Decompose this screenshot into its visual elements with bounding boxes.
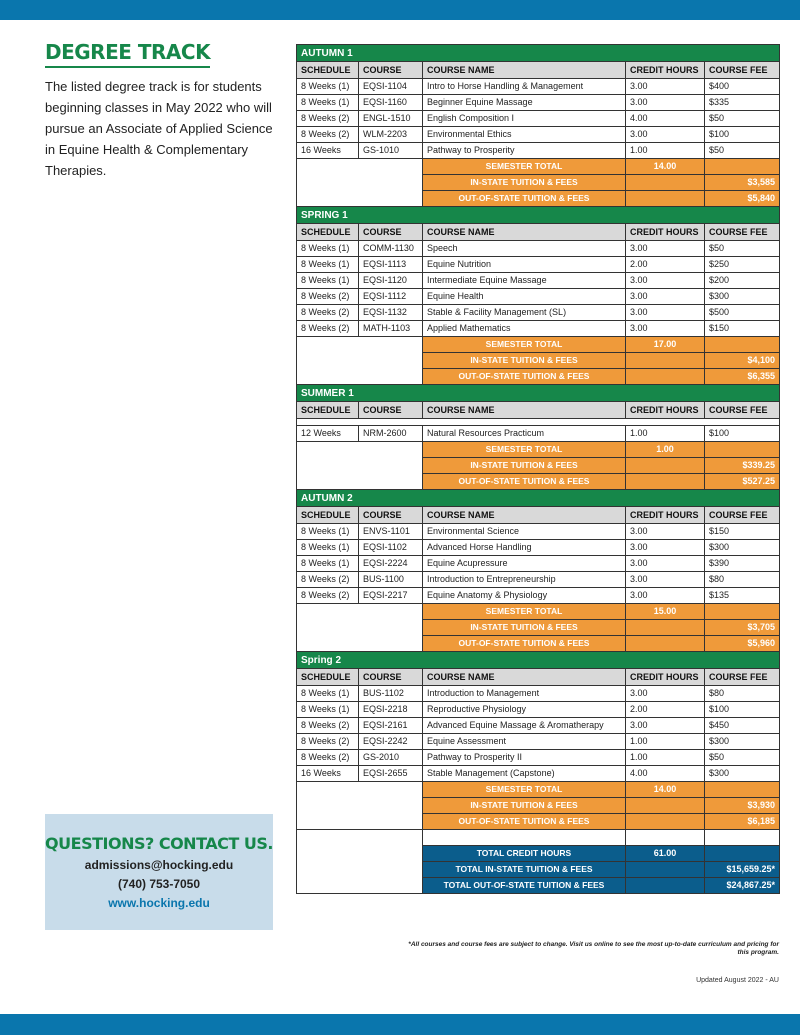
course-row	[297, 572, 780, 588]
course-schedule: 8 Weeks (1)	[297, 524, 359, 540]
header-course-fee: COURSE FEE	[705, 224, 780, 241]
header-credit-hours: CREDIT HOURS	[626, 224, 705, 241]
in-state-label: IN-STATE TUITION & FEES	[423, 175, 626, 191]
course-credits: 4.00	[626, 111, 705, 127]
header-course-name: COURSE NAME	[423, 669, 626, 686]
course-schedule: 8 Weeks (1)	[297, 95, 359, 111]
empty-total-cell	[705, 442, 780, 458]
course-fee: $50	[705, 143, 780, 159]
semester-total-label: SEMESTER TOTAL	[423, 604, 626, 620]
out-state-label: OUT-OF-STATE TUITION & FEES	[423, 191, 626, 207]
blank-row	[297, 830, 780, 846]
course-row	[297, 588, 780, 604]
course-name: Equine Acupressure	[423, 556, 626, 572]
total-out-state-label: TOTAL OUT-OF-STATE TUITION & FEES	[423, 878, 626, 894]
semester-total-value: 17.00	[626, 337, 705, 353]
empty-total-cell	[626, 798, 705, 814]
semester-header-row	[297, 490, 780, 507]
course-credits: 4.00	[626, 766, 705, 782]
course-code: EQSI-2224	[359, 556, 423, 572]
course-fee: $100	[705, 426, 780, 442]
course-credits: 2.00	[626, 257, 705, 273]
course-row	[297, 556, 780, 572]
header-course-name: COURSE NAME	[423, 224, 626, 241]
total-credit-label: TOTAL CREDIT HOURS	[423, 846, 626, 862]
course-schedule: 8 Weeks (2)	[297, 734, 359, 750]
course-code: EQSI-1160	[359, 95, 423, 111]
course-row	[297, 79, 780, 95]
course-schedule: 16 Weeks	[297, 143, 359, 159]
course-code: EQSI-2655	[359, 766, 423, 782]
course-code: ENGL-1510	[359, 111, 423, 127]
out-state-label: OUT-OF-STATE TUITION & FEES	[423, 474, 626, 490]
semester-total-value: 14.00	[626, 782, 705, 798]
header-course-name: COURSE NAME	[423, 62, 626, 79]
header-credit-hours: CREDIT HOURS	[626, 507, 705, 524]
course-fee: $400	[705, 79, 780, 95]
course-fee: $250	[705, 257, 780, 273]
course-name: Speech	[423, 241, 626, 257]
course-code: EQSI-2242	[359, 734, 423, 750]
semester-title: Spring 2	[297, 652, 780, 669]
course-code: EQSI-1120	[359, 273, 423, 289]
course-credits: 1.00	[626, 734, 705, 750]
total-credit-value: 61.00	[626, 846, 705, 862]
header-course: COURSE	[359, 402, 423, 419]
course-name: Pathway to Prosperity II	[423, 750, 626, 766]
contact-heading: QUESTIONS? CONTACT US.	[45, 834, 273, 853]
header-course: COURSE	[359, 62, 423, 79]
course-credits: 3.00	[626, 95, 705, 111]
course-code: GS-2010	[359, 750, 423, 766]
header-course: COURSE	[359, 507, 423, 524]
course-credits: 3.00	[626, 79, 705, 95]
course-name: Reproductive Physiology	[423, 702, 626, 718]
course-fee: $200	[705, 273, 780, 289]
empty-total-cell	[705, 159, 780, 175]
course-schedule: 8 Weeks (2)	[297, 572, 359, 588]
header-schedule: SCHEDULE	[297, 62, 359, 79]
header-schedule: SCHEDULE	[297, 669, 359, 686]
contact-box	[45, 814, 273, 930]
blank-cell	[297, 830, 423, 894]
degree-track-table	[296, 44, 780, 894]
in-state-label: IN-STATE TUITION & FEES	[423, 798, 626, 814]
blank-cell	[297, 604, 423, 652]
course-row	[297, 686, 780, 702]
course-schedule: 8 Weeks (2)	[297, 718, 359, 734]
course-schedule: 8 Weeks (1)	[297, 257, 359, 273]
course-row	[297, 257, 780, 273]
course-fee: $50	[705, 750, 780, 766]
course-schedule: 8 Weeks (1)	[297, 241, 359, 257]
out-state-value: $6,185	[705, 814, 780, 830]
semester-total-row	[297, 159, 780, 175]
course-name: Environmental Science	[423, 524, 626, 540]
course-fee: $335	[705, 95, 780, 111]
semester-header-row	[297, 385, 780, 402]
in-state-value: $3,585	[705, 175, 780, 191]
course-row	[297, 734, 780, 750]
blank-cell	[423, 830, 626, 846]
course-credits: 1.00	[626, 426, 705, 442]
header-course-fee: COURSE FEE	[705, 507, 780, 524]
course-schedule: 12 Weeks	[297, 426, 359, 442]
course-code: EQSI-1102	[359, 540, 423, 556]
semester-total-value: 15.00	[626, 604, 705, 620]
course-name: Introduction to Management	[423, 686, 626, 702]
blank-cell	[297, 159, 423, 207]
header-course-fee: COURSE FEE	[705, 62, 780, 79]
semester-title: AUTUMN 2	[297, 490, 780, 507]
course-credits: 3.00	[626, 540, 705, 556]
semester-total-row	[297, 442, 780, 458]
empty-total-cell	[626, 458, 705, 474]
spacer-cell	[297, 419, 780, 426]
course-credits: 3.00	[626, 127, 705, 143]
course-row	[297, 426, 780, 442]
course-schedule: 8 Weeks (1)	[297, 273, 359, 289]
course-row	[297, 766, 780, 782]
course-code: BUS-1102	[359, 686, 423, 702]
out-state-value: $5,840	[705, 191, 780, 207]
total-in-state-value: $15,659.25*	[705, 862, 780, 878]
course-code: ENVS-1101	[359, 524, 423, 540]
semester-total-value: 14.00	[626, 159, 705, 175]
course-schedule: 8 Weeks (2)	[297, 321, 359, 337]
course-schedule: 8 Weeks (1)	[297, 540, 359, 556]
course-fee: $150	[705, 524, 780, 540]
course-credits: 3.00	[626, 572, 705, 588]
course-schedule: 8 Weeks (2)	[297, 750, 359, 766]
course-fee: $450	[705, 718, 780, 734]
course-fee: $300	[705, 289, 780, 305]
header-credit-hours: CREDIT HOURS	[626, 669, 705, 686]
empty-total-cell	[626, 636, 705, 652]
course-code: EQSI-2161	[359, 718, 423, 734]
course-name: Introduction to Entrepreneurship	[423, 572, 626, 588]
updated-date: Updated August 2022 - AU	[696, 977, 779, 984]
course-row	[297, 540, 780, 556]
blank-cell	[297, 782, 423, 830]
header-credit-hours: CREDIT HOURS	[626, 402, 705, 419]
header-schedule: SCHEDULE	[297, 224, 359, 241]
in-state-label: IN-STATE TUITION & FEES	[423, 353, 626, 369]
column-header-row	[297, 62, 780, 79]
course-row	[297, 702, 780, 718]
semester-header-row	[297, 45, 780, 62]
course-name: Intermediate Equine Massage	[423, 273, 626, 289]
course-name: Equine Assessment	[423, 734, 626, 750]
in-state-value: $3,930	[705, 798, 780, 814]
course-fee: $300	[705, 734, 780, 750]
course-credits: 3.00	[626, 289, 705, 305]
course-row	[297, 95, 780, 111]
course-fee: $80	[705, 686, 780, 702]
course-fee: $300	[705, 766, 780, 782]
course-fee: $100	[705, 127, 780, 143]
empty-total-cell	[705, 782, 780, 798]
course-code: BUS-1100	[359, 572, 423, 588]
header-credit-hours: CREDIT HOURS	[626, 62, 705, 79]
course-code: GS-1010	[359, 143, 423, 159]
blank-cell	[705, 830, 780, 846]
column-header-row	[297, 669, 780, 686]
semester-title: SUMMER 1	[297, 385, 780, 402]
empty-total-cell	[626, 191, 705, 207]
course-schedule: 8 Weeks (1)	[297, 702, 359, 718]
course-name: Stable & Facility Management (SL)	[423, 305, 626, 321]
course-schedule: 8 Weeks (1)	[297, 79, 359, 95]
empty-grand-cell	[705, 846, 780, 862]
spacer-row	[297, 419, 780, 426]
course-name: Equine Anatomy & Physiology	[423, 588, 626, 604]
course-name: English Composition I	[423, 111, 626, 127]
blank-cell	[297, 442, 423, 490]
column-header-row	[297, 402, 780, 419]
course-row	[297, 143, 780, 159]
out-state-value: $527.25	[705, 474, 780, 490]
course-schedule: 16 Weeks	[297, 766, 359, 782]
page-title: DEGREE TRACK	[45, 40, 210, 68]
course-fee: $80	[705, 572, 780, 588]
empty-total-cell	[626, 474, 705, 490]
course-credits: 3.00	[626, 305, 705, 321]
header-schedule: SCHEDULE	[297, 507, 359, 524]
course-name: Natural Resources Practicum	[423, 426, 626, 442]
course-schedule: 8 Weeks (2)	[297, 305, 359, 321]
contact-email[interactable]: admissions@hocking.edu	[84, 858, 234, 872]
semester-total-row	[297, 337, 780, 353]
course-credits: 3.00	[626, 588, 705, 604]
column-header-row	[297, 224, 780, 241]
course-name: Intro to Horse Handling & Management	[423, 79, 626, 95]
course-credits: 3.00	[626, 524, 705, 540]
empty-total-cell	[626, 353, 705, 369]
bottom-banner	[0, 1014, 800, 1035]
course-credits: 3.00	[626, 321, 705, 337]
course-fee: $300	[705, 540, 780, 556]
empty-grand-cell	[626, 878, 705, 894]
in-state-label: IN-STATE TUITION & FEES	[423, 620, 626, 636]
contact-website-link[interactable]: www.hocking.edu	[108, 896, 210, 910]
course-code: EQSI-1112	[359, 289, 423, 305]
out-state-label: OUT-OF-STATE TUITION & FEES	[423, 636, 626, 652]
column-header-row	[297, 507, 780, 524]
contact-phone[interactable]: (740) 753-7050	[117, 877, 201, 891]
course-credits: 3.00	[626, 556, 705, 572]
empty-total-cell	[626, 175, 705, 191]
course-schedule: 8 Weeks (2)	[297, 111, 359, 127]
total-out-state-value: $24,867.25*	[705, 878, 780, 894]
total-in-state-label: TOTAL IN-STATE TUITION & FEES	[423, 862, 626, 878]
header-course: COURSE	[359, 669, 423, 686]
course-credits: 3.00	[626, 686, 705, 702]
semester-title: AUTUMN 1	[297, 45, 780, 62]
course-name: Stable Management (Capstone)	[423, 766, 626, 782]
semester-total-label: SEMESTER TOTAL	[423, 442, 626, 458]
semester-total-label: SEMESTER TOTAL	[423, 782, 626, 798]
course-fee: $50	[705, 111, 780, 127]
course-row	[297, 321, 780, 337]
course-row	[297, 305, 780, 321]
header-schedule: SCHEDULE	[297, 402, 359, 419]
course-code: EQSI-2218	[359, 702, 423, 718]
course-credits: 1.00	[626, 750, 705, 766]
header-course: COURSE	[359, 224, 423, 241]
course-code: MATH-1103	[359, 321, 423, 337]
course-name: Environmental Ethics	[423, 127, 626, 143]
header-course-fee: COURSE FEE	[705, 669, 780, 686]
semester-total-label: SEMESTER TOTAL	[423, 159, 626, 175]
course-row	[297, 750, 780, 766]
semester-header-row	[297, 207, 780, 224]
course-name: Advanced Equine Massage & Aromatherapy	[423, 718, 626, 734]
course-row	[297, 241, 780, 257]
top-banner	[0, 0, 800, 20]
course-credits: 2.00	[626, 702, 705, 718]
semester-total-row	[297, 782, 780, 798]
in-state-value: $4,100	[705, 353, 780, 369]
out-state-label: OUT-OF-STATE TUITION & FEES	[423, 369, 626, 385]
header-course-name: COURSE NAME	[423, 402, 626, 419]
course-row	[297, 111, 780, 127]
course-schedule: 8 Weeks (2)	[297, 127, 359, 143]
header-course-fee: COURSE FEE	[705, 402, 780, 419]
in-state-label: IN-STATE TUITION & FEES	[423, 458, 626, 474]
empty-grand-cell	[626, 862, 705, 878]
course-schedule: 8 Weeks (2)	[297, 588, 359, 604]
empty-total-cell	[626, 814, 705, 830]
course-code: EQSI-1132	[359, 305, 423, 321]
in-state-value: $339.25	[705, 458, 780, 474]
course-fee: $50	[705, 241, 780, 257]
course-fee: $500	[705, 305, 780, 321]
empty-total-cell	[705, 337, 780, 353]
semester-title: SPRING 1	[297, 207, 780, 224]
empty-total-cell	[705, 604, 780, 620]
course-row	[297, 524, 780, 540]
course-name: Beginner Equine Massage	[423, 95, 626, 111]
blank-cell	[626, 830, 705, 846]
course-credits: 3.00	[626, 273, 705, 289]
course-row	[297, 273, 780, 289]
course-schedule: 8 Weeks (1)	[297, 686, 359, 702]
out-state-value: $6,355	[705, 369, 780, 385]
course-row	[297, 127, 780, 143]
course-code: COMM-1130	[359, 241, 423, 257]
course-fee: $150	[705, 321, 780, 337]
out-state-label: OUT-OF-STATE TUITION & FEES	[423, 814, 626, 830]
semester-total-row	[297, 604, 780, 620]
in-state-value: $3,705	[705, 620, 780, 636]
semester-total-label: SEMESTER TOTAL	[423, 337, 626, 353]
footnote: *All courses and course fees are subject to change. Visit us online to see the most up-to-date curriculum and pricing for this program.	[408, 941, 779, 956]
course-code: EQSI-2217	[359, 588, 423, 604]
empty-total-cell	[626, 369, 705, 385]
course-fee: $135	[705, 588, 780, 604]
course-code: WLM-2203	[359, 127, 423, 143]
course-credits: 1.00	[626, 143, 705, 159]
course-name: Advanced Horse Handling	[423, 540, 626, 556]
intro-text: The listed degree track is for students beginning classes in May 2022 who will pursue an Associate of Applied Science in Equine Health & Complementary Therapies.	[45, 79, 273, 178]
course-schedule: 8 Weeks (1)	[297, 556, 359, 572]
course-name: Equine Nutrition	[423, 257, 626, 273]
course-fee: $390	[705, 556, 780, 572]
empty-total-cell	[626, 620, 705, 636]
blank-cell	[297, 337, 423, 385]
course-name: Equine Health	[423, 289, 626, 305]
course-row	[297, 718, 780, 734]
course-name: Applied Mathematics	[423, 321, 626, 337]
course-code: EQSI-1113	[359, 257, 423, 273]
course-code: NRM-2600	[359, 426, 423, 442]
left-column	[45, 40, 285, 181]
semester-total-value: 1.00	[626, 442, 705, 458]
semester-header-row	[297, 652, 780, 669]
course-row	[297, 289, 780, 305]
course-schedule: 8 Weeks (2)	[297, 289, 359, 305]
course-code: EQSI-1104	[359, 79, 423, 95]
header-course-name: COURSE NAME	[423, 507, 626, 524]
course-fee: $100	[705, 702, 780, 718]
course-name: Pathway to Prosperity	[423, 143, 626, 159]
out-state-value: $5,960	[705, 636, 780, 652]
course-credits: 3.00	[626, 241, 705, 257]
course-credits: 3.00	[626, 718, 705, 734]
